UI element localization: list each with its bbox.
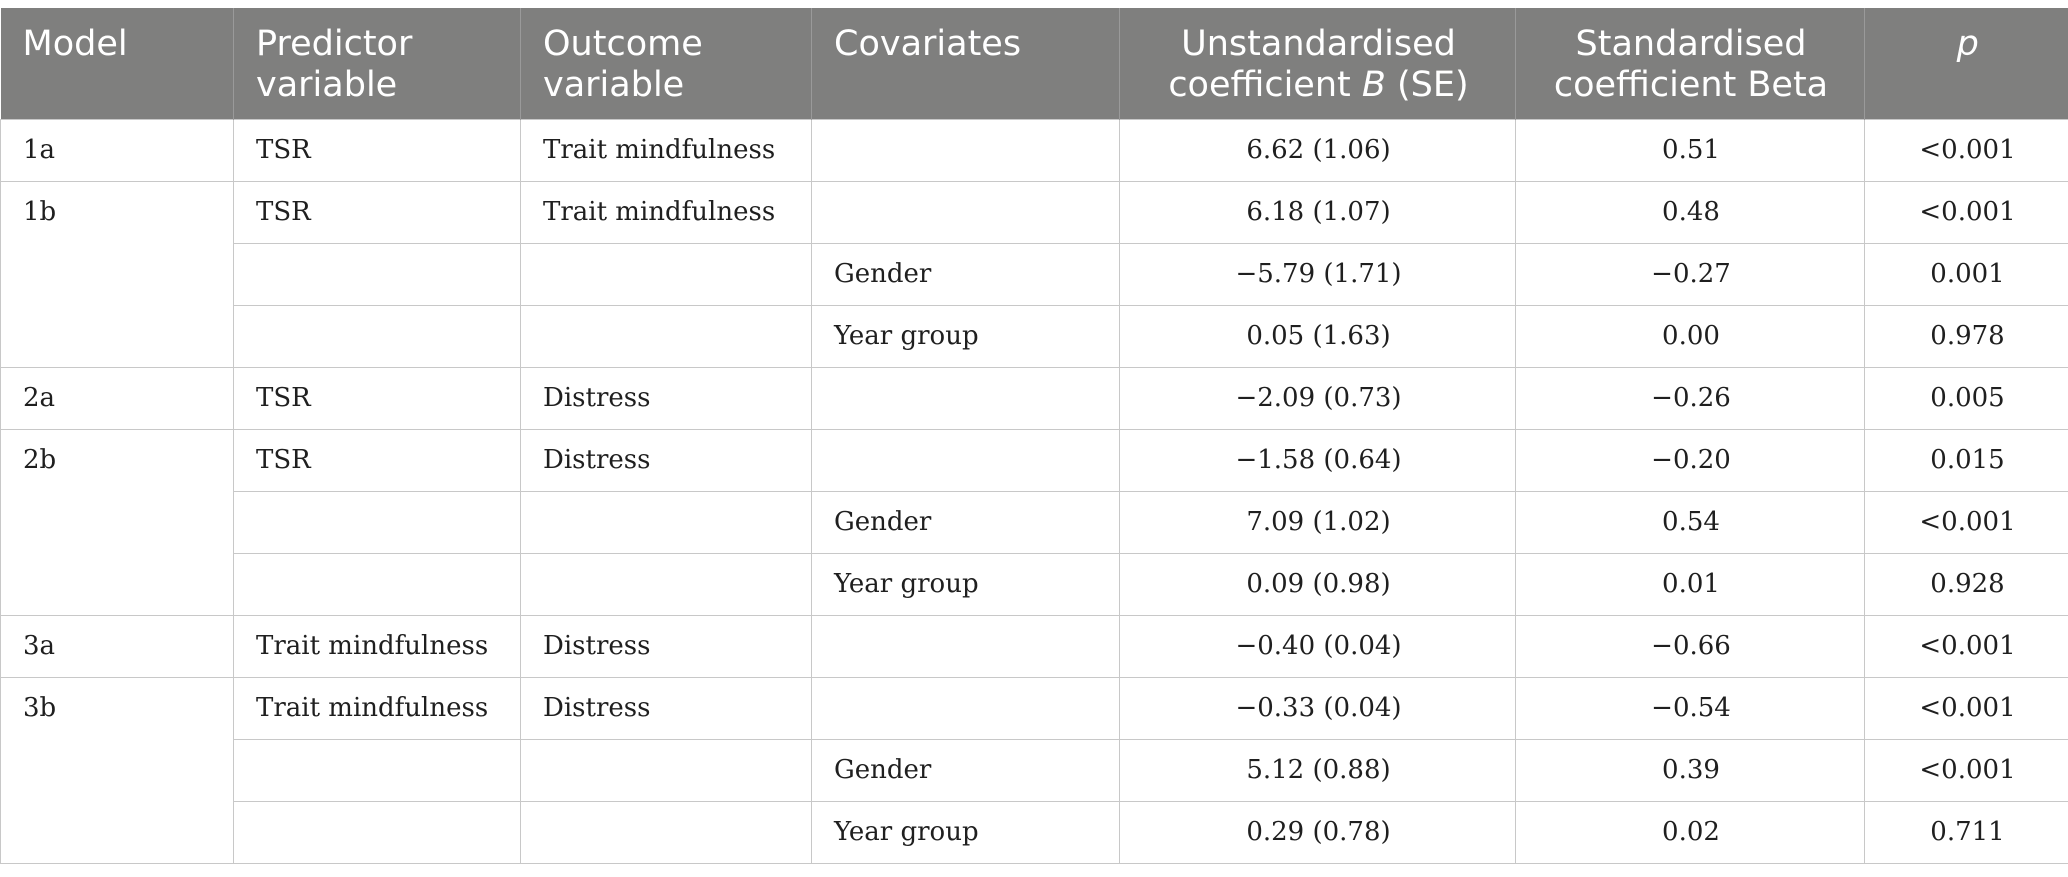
- cell-predictor: [234, 243, 521, 305]
- header-unstandardised-coefficient: [1120, 8, 1516, 119]
- table-row: [1, 491, 2068, 553]
- cell-outcome: Trait mindfulness: [521, 119, 812, 181]
- cell-covariate: Year group: [812, 305, 1120, 367]
- cell-standardised-beta: 0.01: [1516, 553, 1865, 615]
- table-row: [1, 119, 2068, 181]
- header-outcome-variable: Outcome variable: [521, 8, 812, 119]
- cell-unstandardised-b: 0.05 (1.63): [1120, 305, 1516, 367]
- cell-unstandardised-b: 6.18 (1.07): [1120, 181, 1516, 243]
- cell-outcome: [521, 553, 812, 615]
- cell-p-value: <0.001: [1865, 119, 2068, 181]
- cell-standardised-beta: 0.00: [1516, 305, 1865, 367]
- header-unstandardised-suffix: (SE): [1385, 65, 1469, 105]
- table-row: [1, 553, 2068, 615]
- cell-covariate: [812, 677, 1120, 739]
- table-row: [1, 739, 2068, 801]
- cell-p-value: 0.005: [1865, 367, 2068, 429]
- cell-standardised-beta: −0.66: [1516, 615, 1865, 677]
- cell-model: 2b: [1, 429, 234, 615]
- cell-p-value: <0.001: [1865, 491, 2068, 553]
- cell-covariate: Year group: [812, 553, 1120, 615]
- cell-outcome: [521, 739, 812, 801]
- cell-covariate: [812, 429, 1120, 491]
- cell-p-value: 0.978: [1865, 305, 2068, 367]
- cell-predictor: Trait mindfulness: [234, 677, 521, 739]
- cell-p-value: <0.001: [1865, 739, 2068, 801]
- table-row: [1, 181, 2068, 243]
- cell-unstandardised-b: −5.79 (1.71): [1120, 243, 1516, 305]
- cell-p-value: <0.001: [1865, 677, 2068, 739]
- cell-unstandardised-b: 6.62 (1.06): [1120, 119, 1516, 181]
- cell-covariate: Gender: [812, 739, 1120, 801]
- cell-standardised-beta: −0.26: [1516, 367, 1865, 429]
- regression-results-table: [0, 8, 2068, 864]
- table-row: [1, 677, 2068, 739]
- cell-standardised-beta: 0.39: [1516, 739, 1865, 801]
- cell-unstandardised-b: −2.09 (0.73): [1120, 367, 1516, 429]
- header-row: [1, 8, 2068, 119]
- cell-covariate: [812, 119, 1120, 181]
- table-row: [1, 243, 2068, 305]
- header-standardised-coefficient: Standardised coefficient Beta: [1516, 8, 1865, 119]
- header-p-value: p: [1865, 8, 2068, 119]
- table-row: [1, 429, 2068, 491]
- cell-standardised-beta: 0.02: [1516, 801, 1865, 863]
- cell-p-value: 0.001: [1865, 243, 2068, 305]
- cell-unstandardised-b: 5.12 (0.88): [1120, 739, 1516, 801]
- cell-outcome: [521, 243, 812, 305]
- table-body: [1, 119, 2068, 863]
- cell-predictor: Trait mindfulness: [234, 615, 521, 677]
- cell-p-value: 0.711: [1865, 801, 2068, 863]
- cell-standardised-beta: 0.54: [1516, 491, 1865, 553]
- cell-standardised-beta: −0.54: [1516, 677, 1865, 739]
- cell-covariate: [812, 367, 1120, 429]
- cell-predictor: [234, 305, 521, 367]
- cell-model: 2a: [1, 367, 234, 429]
- cell-unstandardised-b: 0.29 (0.78): [1120, 801, 1516, 863]
- header-unstandardised-prefix: Unstandardised coefficient: [1168, 24, 1456, 105]
- cell-outcome: [521, 801, 812, 863]
- cell-model: 1b: [1, 181, 234, 367]
- header-covariates: Covariates: [812, 8, 1120, 119]
- cell-p-value: 0.928: [1865, 553, 2068, 615]
- cell-outcome: Distress: [521, 677, 812, 739]
- cell-standardised-beta: 0.48: [1516, 181, 1865, 243]
- cell-predictor: [234, 739, 521, 801]
- cell-model: 1a: [1, 119, 234, 181]
- cell-predictor: [234, 801, 521, 863]
- cell-unstandardised-b: −1.58 (0.64): [1120, 429, 1516, 491]
- cell-standardised-beta: 0.51: [1516, 119, 1865, 181]
- cell-predictor: [234, 553, 521, 615]
- cell-predictor: TSR: [234, 367, 521, 429]
- cell-p-value: 0.015: [1865, 429, 2068, 491]
- cell-predictor: TSR: [234, 181, 521, 243]
- cell-covariate: [812, 615, 1120, 677]
- cell-model: 3a: [1, 615, 234, 677]
- table-row: [1, 367, 2068, 429]
- cell-unstandardised-b: 7.09 (1.02): [1120, 491, 1516, 553]
- header-unstandardised-b: B: [1361, 65, 1386, 105]
- cell-outcome: Distress: [521, 429, 812, 491]
- cell-covariate: Gender: [812, 243, 1120, 305]
- table-row: [1, 615, 2068, 677]
- cell-outcome: Distress: [521, 367, 812, 429]
- table-row: [1, 801, 2068, 863]
- cell-outcome: [521, 491, 812, 553]
- cell-predictor: [234, 491, 521, 553]
- cell-predictor: TSR: [234, 429, 521, 491]
- cell-unstandardised-b: −0.33 (0.04): [1120, 677, 1516, 739]
- cell-standardised-beta: −0.27: [1516, 243, 1865, 305]
- cell-standardised-beta: −0.20: [1516, 429, 1865, 491]
- cell-p-value: <0.001: [1865, 615, 2068, 677]
- cell-covariate: [812, 181, 1120, 243]
- header-model: Model: [1, 8, 234, 119]
- cell-covariate: Gender: [812, 491, 1120, 553]
- cell-outcome: Trait mindfulness: [521, 181, 812, 243]
- table-header: [1, 8, 2068, 119]
- cell-predictor: TSR: [234, 119, 521, 181]
- cell-model: 3b: [1, 677, 234, 863]
- cell-unstandardised-b: 0.09 (0.98): [1120, 553, 1516, 615]
- cell-outcome: Distress: [521, 615, 812, 677]
- cell-covariate: Year group: [812, 801, 1120, 863]
- cell-outcome: [521, 305, 812, 367]
- cell-unstandardised-b: −0.40 (0.04): [1120, 615, 1516, 677]
- header-predictor-variable: Predictor variable: [234, 8, 521, 119]
- cell-p-value: <0.001: [1865, 181, 2068, 243]
- table-row: [1, 305, 2068, 367]
